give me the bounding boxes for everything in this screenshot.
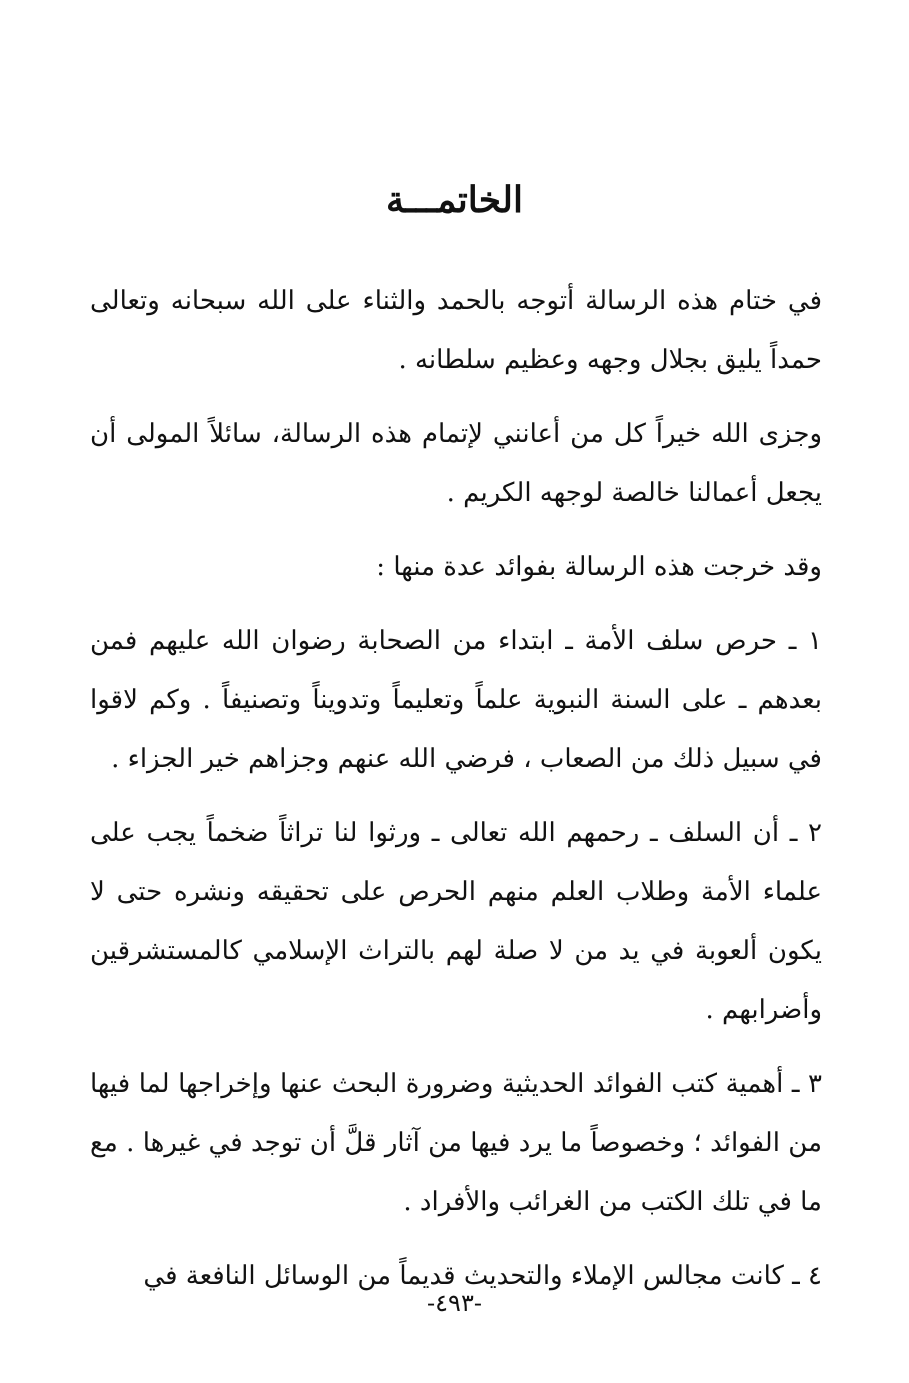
paragraph-benefit-4: ٤ ـ كانت مجالس الإملاء والتحديث قديماً من الوسائل النافعة في	[143, 1261, 822, 1291]
body-text	[90, 272, 822, 1321]
page-title: الخاتمـــة	[386, 179, 523, 221]
paragraph-benefit-1: ١ ـ حرص سلف الأمة ـ ابتداء من الصحابة رضوان الله عليهم فمن بعدهم ـ على السنة النبوية علماً وتعليماً وتدويناً وتصنيفاً . وكم لاقوا في سبيل ذلك من الصعاب ، فرضي الله عنهم وجزاهم خير الجزاء .	[90, 626, 822, 774]
paragraph-intro: في ختام هذه الرسالة أتوجه بالحمد والثناء على الله سبحانه وتعالى حمداً يليق بجلال وجهه وعظيم سلطانه .	[90, 286, 822, 375]
paragraph-benefits-intro: وقد خرجت هذه الرسالة بفوائد عدة منها :	[376, 552, 822, 582]
page-number: -٤٩٣-	[427, 1289, 482, 1317]
paragraph-benefit-3: ٣ ـ أهمية كتب الفوائد الحديثية وضرورة البحث عنها وإخراجها لما فيها من الفوائد ؛ وخصوصاً ما يرد فيها من آثار قلَّ أن توجد في غيرها . مع ما في تلك الكتب من الغرائب والأفراد .	[90, 1069, 822, 1217]
paragraph-benefit-2: ٢ ـ أن السلف ـ رحمهم الله تعالى ـ ورثوا لنا تراثاً ضخماً يجب على علماء الأمة وطلاب العلم منهم الحرص على تحقيقه ونشره حتى لا يكون ألعوبة في يد من لا صلة لهم بالتراث الإسلامي كالمستشرقين وأضرابهم .	[90, 818, 822, 1025]
paragraph-thanks: وجزى الله خيراً كل من أعانني لإتمام هذه الرسالة، سائلاً المولى أن يجعل أعمالنا خالصة لوجهه الكريم .	[90, 419, 822, 508]
